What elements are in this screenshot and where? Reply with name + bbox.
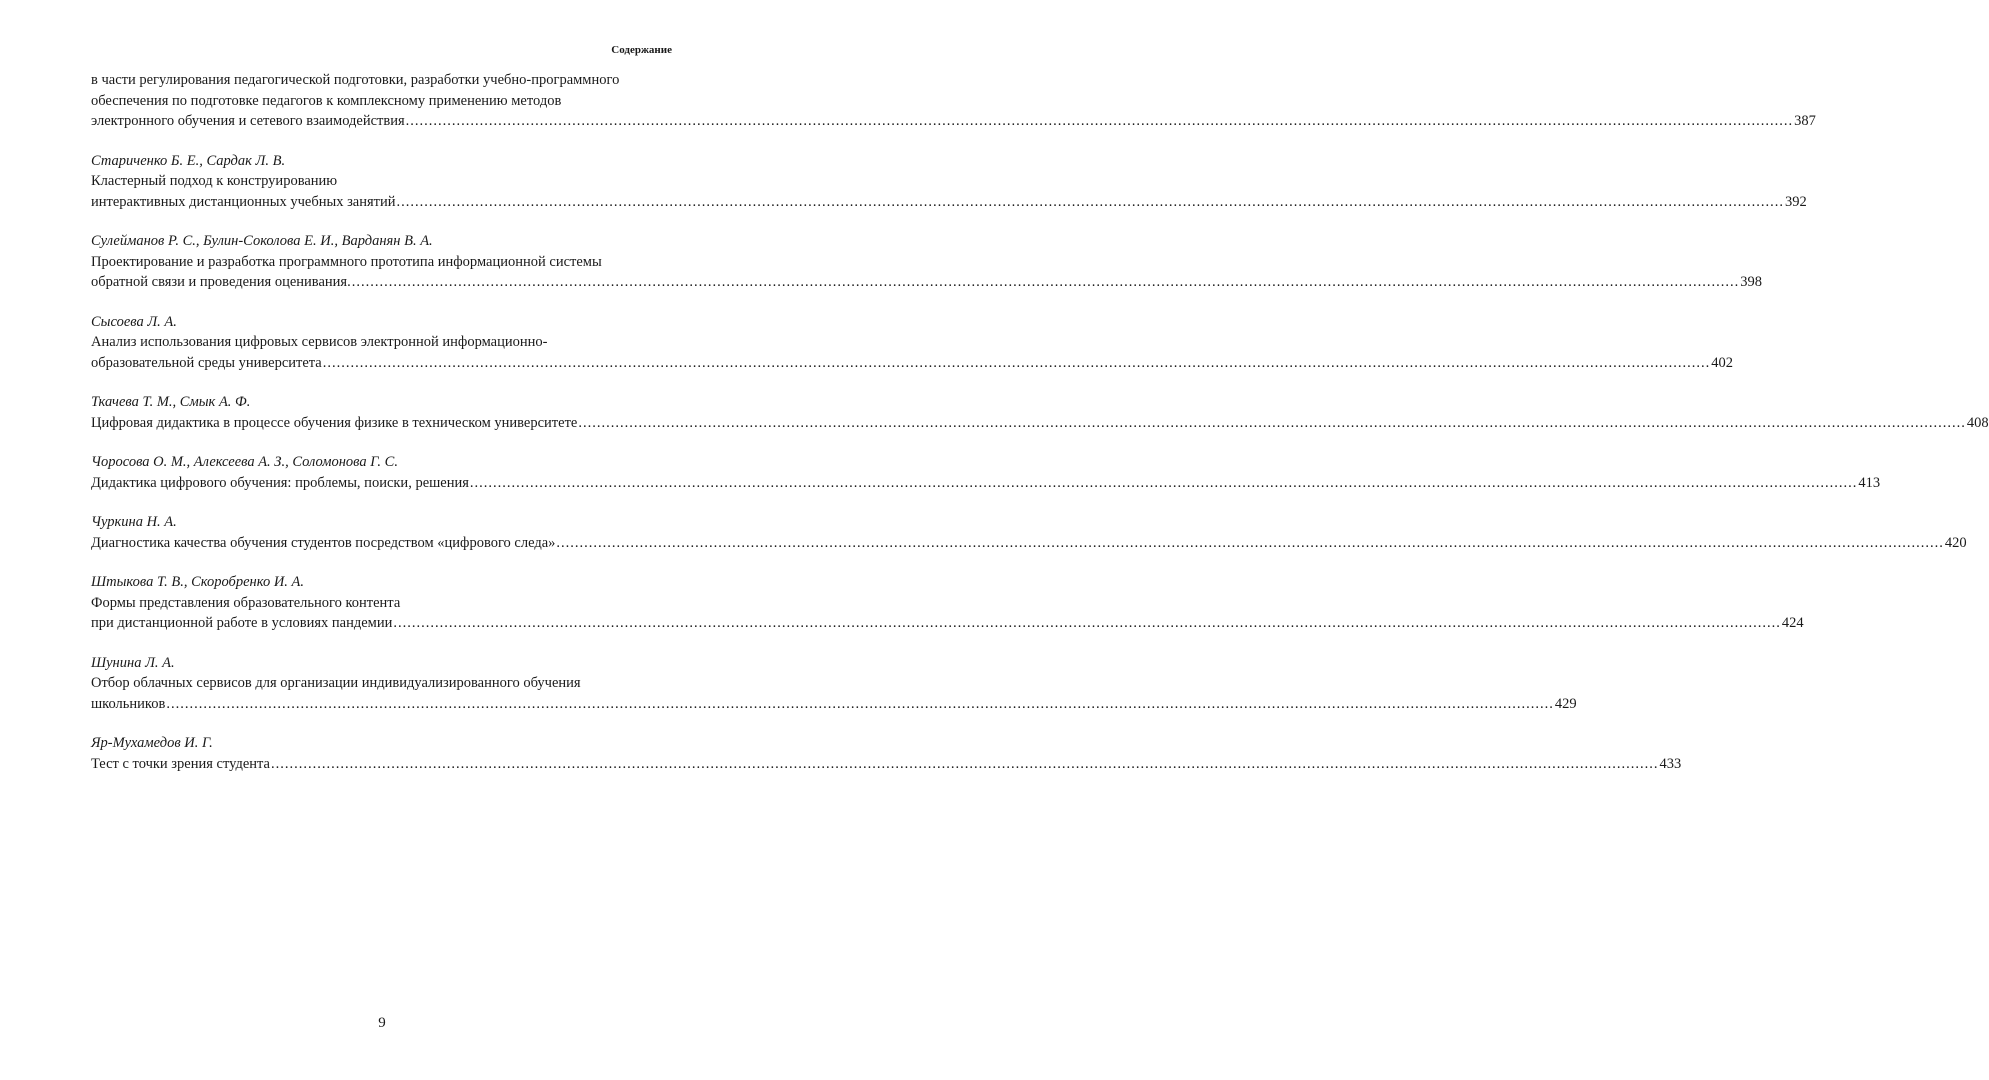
toc-authors: Штыкова Т. В., Скоробренко И. А. [91, 574, 305, 590]
toc-title-last-line [91, 272, 1762, 293]
dot-leader: ............................................................................................................................................................................................................................................................................................................ [396, 193, 1785, 210]
toc-authors: Чуркина Н. А. [91, 514, 177, 530]
toc-title-last-line [91, 192, 1807, 213]
toc-title-text: при дистанционной работе в условиях пандемии [91, 615, 393, 631]
toc-entry [91, 70, 1816, 132]
toc-title-text: школьников [91, 695, 166, 712]
toc-title-last-line [91, 111, 1816, 132]
toc-title-text: Цифровая дидактика в процессе обучения физике в техническом университете [91, 414, 578, 431]
dot-leader: ............................................................................................................................................................................................................................................................................................................ [469, 474, 1858, 491]
toc-authors: Ткачева Т. М., Смык А. Ф. [91, 394, 251, 410]
toc-authors: Яр-Мухамедов И. Г. [91, 735, 213, 751]
toc-title-line: Кластерный подход к конструированию [91, 173, 338, 189]
toc-title-text: электронного обучения и сетевого взаимодействия [91, 113, 405, 129]
toc-page-number: 402 [1711, 354, 1733, 371]
dot-leader: ............................................................................................................................................................................................................................................................................................................ [556, 534, 1944, 551]
toc-title-last-line [91, 413, 1989, 434]
table-of-contents [91, 70, 1989, 793]
toc-entry [91, 653, 1577, 715]
toc-title-last-line [91, 613, 1804, 634]
dot-leader: ............................................................................................................................................................................................................................................................................................................ [351, 274, 1740, 290]
toc-title-line: Анализ использования цифровых сервисов электронной информационно- [91, 334, 548, 350]
toc-page-number: 424 [1781, 615, 1804, 631]
toc-authors: Шунина Л. А. [91, 654, 175, 671]
toc-title-line: Формы представления образовательного контента [91, 594, 401, 611]
toc-authors: Чоросова О. М., Алексеева А. З., Соломонова Г. С. [91, 454, 398, 470]
dot-leader: ............................................................................................................................................................................................................................................................................................................ [166, 695, 1554, 712]
toc-entry [91, 572, 1804, 634]
toc-authors: Сысоева Л. А. [91, 313, 177, 330]
toc-entry [91, 151, 1807, 213]
toc-page-number: 387 [1794, 113, 1816, 129]
toc-page-number: 392 [1785, 193, 1807, 210]
dot-leader: ............................................................................................................................................................................................................................................................................................................ [322, 354, 1711, 371]
toc-page-number: 429 [1554, 695, 1577, 712]
toc-entry [91, 312, 1733, 374]
dot-leader: ............................................................................................................................................................................................................................................................................................................ [578, 414, 1966, 431]
toc-title-text: Диагностика качества обучения студентов посредством «цифрового следа» [91, 534, 556, 551]
toc-entry [91, 733, 1682, 774]
toc-title-text: обратной связи и проведения оценивания. [91, 274, 351, 290]
toc-page-number: 408 [1966, 414, 1989, 431]
dot-leader: ............................................................................................................................................................................................................................................................................................................ [405, 113, 1794, 129]
toc-entry [91, 231, 1762, 293]
toc-entry [91, 452, 1881, 493]
toc-title-text: Тест с точки зрения студента [91, 755, 270, 772]
toc-page-number: 413 [1858, 474, 1881, 491]
toc-authors: Сулейманов Р. С., Булин-Соколова Е. И., Варданян В. А. [91, 233, 433, 249]
page-number: 9 [378, 1015, 386, 1031]
dot-leader: ............................................................................................................................................................................................................................................................................................................ [393, 615, 1781, 631]
toc-title-line: Отбор облачных сервисов для организации индивидуализированного обучения [91, 675, 581, 691]
toc-entry [91, 512, 1967, 553]
toc-title-last-line [91, 694, 1577, 715]
toc-title-last-line [91, 473, 1881, 494]
toc-title-line: Проектирование и разработка программного прототипа информационной системы [91, 253, 602, 270]
toc-title-line: обеспечения по подготовке педагогов к комплексному применению методов [91, 92, 562, 109]
toc-title-last-line [91, 353, 1733, 374]
toc-title-last-line [91, 533, 1967, 554]
toc-title-text: интерактивных дистанционных учебных занятий [91, 193, 396, 210]
toc-page-number: 433 [1659, 755, 1682, 772]
dot-leader: ............................................................................................................................................................................................................................................................................................................ [270, 755, 1659, 772]
toc-page-number: 398 [1740, 274, 1762, 290]
toc-title-line: в части регулирования педагогической подготовки, разработки учебно-программного [91, 72, 620, 88]
toc-title-text: образовательной среды университета [91, 354, 322, 371]
toc-title-last-line [91, 754, 1682, 775]
toc-page-number: 420 [1944, 534, 1967, 551]
running-header: Содержание [611, 44, 672, 56]
toc-entry [91, 392, 1989, 433]
toc-title-text: Дидактика цифрового обучения: проблемы, поиски, решения [91, 474, 469, 491]
toc-authors: Стариченко Б. Е., Сардак Л. В. [91, 152, 286, 169]
